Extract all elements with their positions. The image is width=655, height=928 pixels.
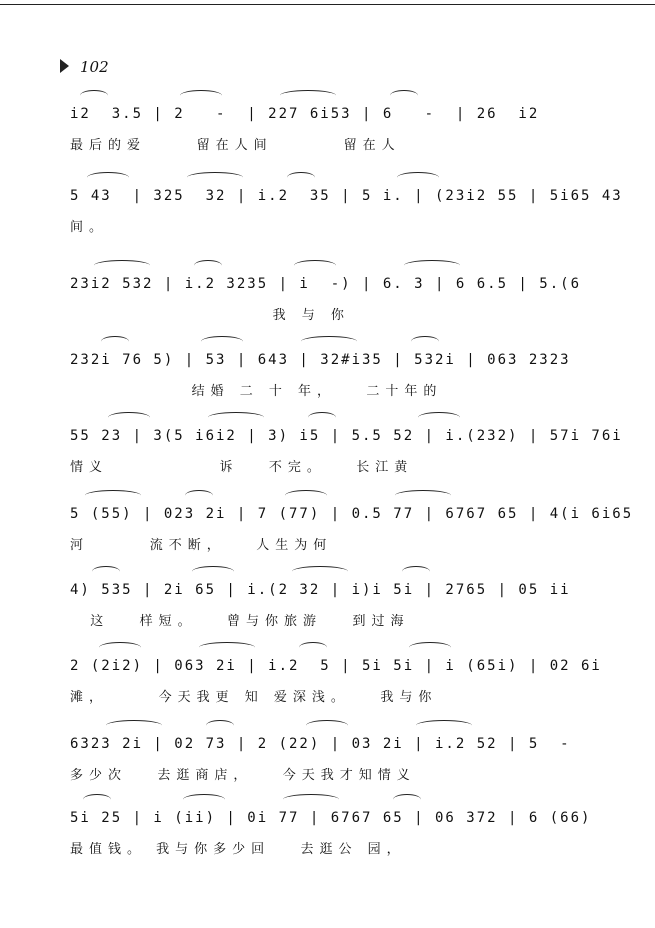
slur-mark [83,794,111,805]
slur-mark [85,490,141,501]
slur-mark [409,642,451,653]
page-marker-icon [60,59,69,73]
notation-line: 5 (55) | 023 2i | 7 (77) | 0.5 77 | 6767 65 | 4(i 6i65 [70,506,634,522]
lyrics-line: 情义 诉 不完。 长江黄 [70,460,414,475]
slur-mark [292,566,348,577]
music-system [60,258,590,328]
notation-line: 5 43 | 325 32 | i.2 35 | 5 i. | (23i2 55 | 5i65 43 [70,188,623,204]
slur-mark [397,172,439,183]
page-number-text: 102 [80,58,109,76]
lyrics-line: 多少次 去逛商店， 今天我才知情义 [70,768,416,783]
slur-mark [411,336,439,347]
slur-mark [192,566,234,577]
slur-mark [187,172,243,183]
slur-mark [206,720,234,731]
lyrics-line: 这 样短。 曾与你旅游 到过海 [70,614,410,629]
slur-mark [301,336,357,347]
slur-mark [101,336,129,347]
lyrics-line: 我 与 你 [70,308,350,323]
slur-mark [194,260,222,271]
slur-mark [108,412,150,423]
notation-line: 55 23 | 3(5 i6i2 | 3) i5 | 5.5 52 | i.(232) | 57i 76i [70,428,623,444]
slur-mark [99,642,141,653]
notation-line: 4) 535 | 2i 65 | i.(2 32 | i)i 5i | 2765 | 05 ii [70,582,571,598]
slur-mark [280,90,336,101]
notation-line: 6323 2i | 02 73 | 2 (22) | 03 2i | i.2 52 | 5 - [70,736,571,752]
slur-mark [87,172,129,183]
lyrics-line: 河 流不断， 人生为何 [70,538,333,553]
slur-mark [180,90,222,101]
notation-line: i2 3.5 | 2 - | 227 6i53 | 6 - | 26 i2 [70,106,540,122]
music-system [60,640,602,710]
music-system [60,488,634,558]
slur-mark [106,720,162,731]
slur-mark [299,642,327,653]
music-system [60,792,590,862]
music-system [60,564,590,634]
slur-mark [208,412,264,423]
slur-mark [287,172,315,183]
slur-mark [294,260,336,271]
slur-mark [92,566,120,577]
slur-mark [199,642,255,653]
lyrics-line: 滩， 今天我更 知 爱深浅。 我与你 [70,690,438,705]
lyrics-line: 最值钱。 我与你多少回 去逛公 园， [70,842,406,857]
notation-line: 232i 76 5) | 53 | 643 | 32#i35 | 532i | 063 2323 [70,352,571,368]
music-system [60,718,590,788]
music-system [60,170,623,240]
slur-mark [185,490,213,501]
page-number [60,58,109,76]
lyrics-line: 最后的爱 留在人间 留在人 [70,138,401,153]
lyrics-line: 结婚 二 十 年， 二十年的 [70,384,443,399]
lyrics-line: 间。 [70,220,109,235]
top-rule [0,4,655,5]
slur-mark [183,794,225,805]
slur-mark [308,412,336,423]
slur-mark [80,90,108,101]
notation-line: 2 (2i2) | 063 2i | i.2 5 | 5i 5i | i (65i) | 02 6i [70,658,602,674]
music-system [60,334,590,404]
notation-line: 23i2 532 | i.2 3235 | i -) | 6. 3 | 6 6.5 | 5.(6 [70,276,582,292]
music-system [60,88,590,158]
slur-mark [201,336,243,347]
notation-line: 5i 25 | i (ii) | 0i 77 | 6767 65 | 06 372 | 6 (66) [70,810,592,826]
slur-mark [94,260,150,271]
slur-mark [390,90,418,101]
slur-mark [393,794,421,805]
slur-mark [404,260,460,271]
music-system [60,410,623,480]
slur-mark [285,490,327,501]
slur-mark [416,720,472,731]
slur-mark [402,566,430,577]
slur-mark [283,794,339,805]
slur-mark [306,720,348,731]
slur-mark [418,412,460,423]
slur-mark [395,490,451,501]
